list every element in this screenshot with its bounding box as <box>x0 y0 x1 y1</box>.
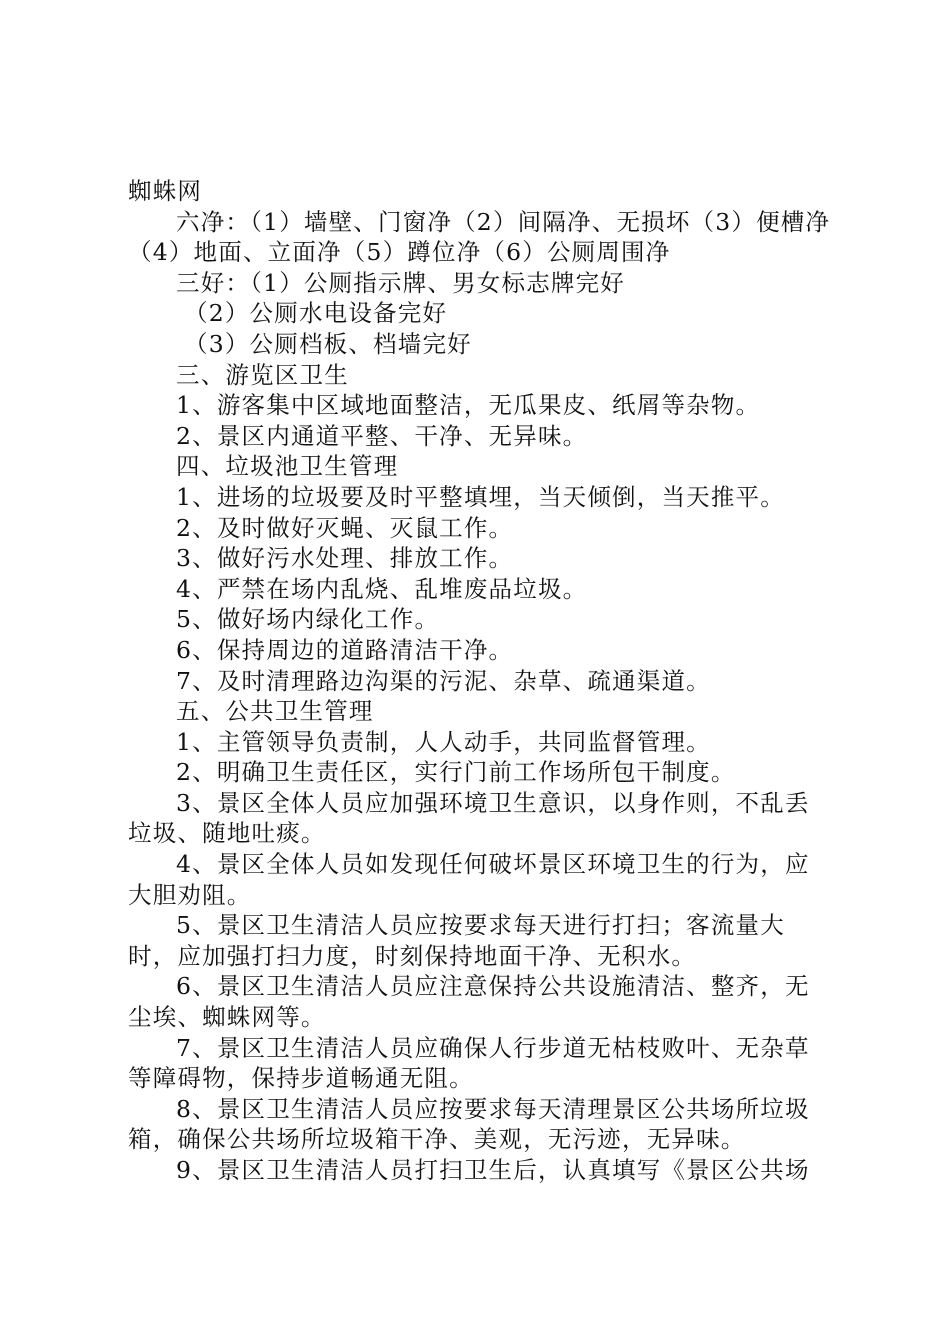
paragraph: （2）公厕水电设备完好 <box>184 299 448 328</box>
paragraph: 6、景区卫生清洁人员应注意保持公共设施清洁、整齐，无尘埃、蜘蛛网等。 <box>128 972 810 1032</box>
paragraph: 4、严禁在场内乱烧、乱堆废品垃圾。 <box>176 574 588 603</box>
paragraph: 3、做好污水处理、排放工作。 <box>176 544 514 573</box>
paragraph: 8、景区卫生清洁人员应按要求每天清理景区公共场所垃圾箱，确保公共场所垃圾箱干净、美观，无污迹，无异味。 <box>128 1094 810 1154</box>
section-heading: 五、公共卫生管理 <box>176 697 374 726</box>
paragraph: 三好：（1）公厕指示牌、男女标志牌完好 <box>176 268 626 297</box>
section-heading: 四、垃圾池卫生管理 <box>176 452 399 481</box>
paragraph: 5、做好场内绿化工作。 <box>176 605 440 634</box>
paragraph: 6、保持周边的道路清洁干净。 <box>176 635 514 664</box>
document-body <box>128 176 834 1186</box>
paragraph: 2、明确卫生责任区，实行门前工作场所包干制度。 <box>176 758 736 787</box>
paragraph: 5、景区卫生清洁人员应按要求每天进行打扫；客流量大时，应加强打扫力度，时刻保持地面干净、无积水。 <box>128 911 785 970</box>
paragraph: 1、进场的垃圾要及时平整填埋，当天倾倒，当天推平。 <box>176 482 785 511</box>
paragraph: 4、景区全体人员如发现任何破坏景区环境卫生的行为，应大胆劝阻。 <box>128 850 810 909</box>
paragraph: 3、景区全体人员应加强环境卫生意识，以身作则，不乱丢垃圾、随地吐痰。 <box>128 788 810 848</box>
paragraph: （3）公厕档板、档墙完好 <box>184 329 472 358</box>
paragraph: 2、及时做好灭蝇、灭鼠工作。 <box>176 513 514 542</box>
paragraph: 1、游客集中区域地面整洁，无瓜果皮、纸屑等杂物。 <box>176 391 761 420</box>
paragraph: 1、主管领导负责制，人人动手，共同监督管理。 <box>176 727 711 756</box>
paragraph: 2、景区内通道平整、干净、无异味。 <box>176 421 588 450</box>
paragraph: 9、景区卫生清洁人员打扫卫生后，认真填写《景区公共场 <box>176 1156 810 1184</box>
paragraph: 7、景区卫生清洁人员应确保人行步道无枯枝败叶、无杂草等障碍物，保持步道畅通无阻。 <box>128 1033 810 1093</box>
section-heading: 三、游览区卫生 <box>176 360 349 389</box>
paragraph: 7、及时清理路边沟渠的污泥、杂草、疏通渠道。 <box>176 666 711 695</box>
paragraph: 六净：（1）墙壁、门窗净（2）间隔净、无损坏（3）便槽净（4）地面、立面净（5）蹲位净（6）公厕周围净 <box>128 207 831 267</box>
paragraph: 蜘蛛网 <box>128 177 203 205</box>
